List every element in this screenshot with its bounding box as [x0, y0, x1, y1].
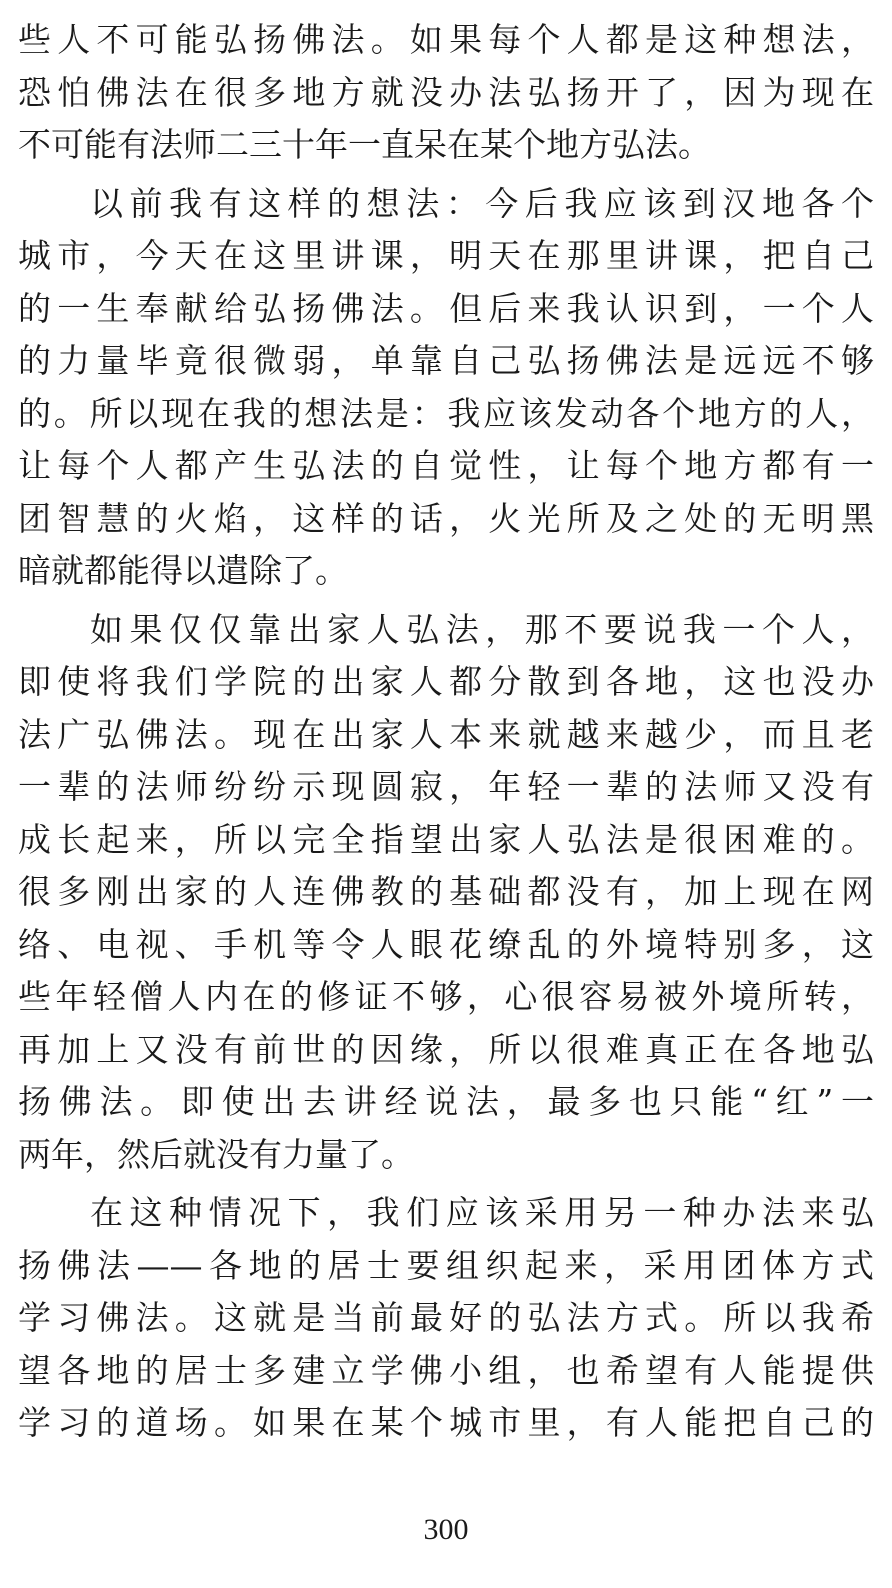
text-line: 学习佛法。这就是当前最好的弘法方式。所以我希	[18, 1298, 874, 1337]
text-line: 即使将我们学院的出家人都分散到各地，这也没办	[18, 662, 874, 701]
text-line: 法广弘佛法。现在出家人本来就越来越少，而且老	[18, 714, 874, 754]
text-line: 暗就都能得以遣除了。	[18, 551, 348, 590]
text-line: 在这种情况下，我们应该采用另一种办法来弘	[90, 1193, 874, 1232]
text-line: 一辈的法师纷纷示现圆寂，年轻一辈的法师又没有	[18, 767, 874, 806]
text-line: 络、电视、手机等令人眼花缭乱的外境特别多，这	[18, 924, 874, 964]
paragraph	[18, 14, 874, 172]
text-line: 很多刚出家的人连佛教的基础都没有，加上现在网	[18, 872, 874, 911]
text-line: 恐怕佛法在很多地方就没办法弘扬开了，因为现在	[18, 72, 874, 112]
text-line: 望各地的居士多建立学佛小组，也希望有人能提供	[18, 1350, 874, 1390]
text-line: 让每个人都产生弘法的自觉性，让每个地方都有一	[18, 446, 874, 485]
page-number: 300	[423, 1513, 469, 1546]
text-line: 两年，然后就没有力量了。	[18, 1134, 414, 1174]
text-line: 扬佛法。即使出去讲经说法，最多也只能“红”一	[18, 1082, 874, 1121]
paragraph	[18, 604, 874, 1182]
paragraph	[18, 1187, 874, 1450]
page-body	[18, 14, 874, 1456]
text-line: 的。所以现在我的想法是：我应该发动各个地方的人，	[18, 393, 874, 433]
text-line: 学习的道场。如果在某个城市里，有人能把自己的	[18, 1403, 874, 1442]
text-line: 的一生奉献给弘扬佛法。但后来我认识到，一个人	[18, 288, 874, 328]
paragraph	[18, 178, 874, 598]
text-line: 些人不可能弘扬佛法。如果每个人都是这种想法，	[18, 20, 874, 59]
text-line: 团智慧的火焰，这样的话，火光所及之处的无明黑	[18, 498, 874, 538]
text-line: 再加上又没有前世的因缘，所以很难真正在各地弘	[18, 1029, 874, 1069]
text-line: 扬佛法——各地的居士要组织起来，采用团体方式	[18, 1245, 874, 1285]
text-line: 些年轻僧人内在的修证不够，心很容易被外境所转，	[18, 977, 874, 1016]
text-line: 的力量毕竟很微弱，单靠自己弘扬佛法是远远不够	[18, 341, 874, 380]
text-line: 以前我有这样的想法：今后我应该到汉地各个	[90, 183, 874, 223]
text-line: 城市，今天在这里讲课，明天在那里讲课，把自己	[18, 236, 874, 275]
text-line: 成长起来，所以完全指望出家人弘法是很困难的。	[18, 819, 874, 859]
text-line: 如果仅仅靠出家人弘法，那不要说我一个人，	[90, 609, 874, 649]
text-line: 不可能有法师二三十年一直呆在某个地方弘法。	[18, 125, 711, 164]
